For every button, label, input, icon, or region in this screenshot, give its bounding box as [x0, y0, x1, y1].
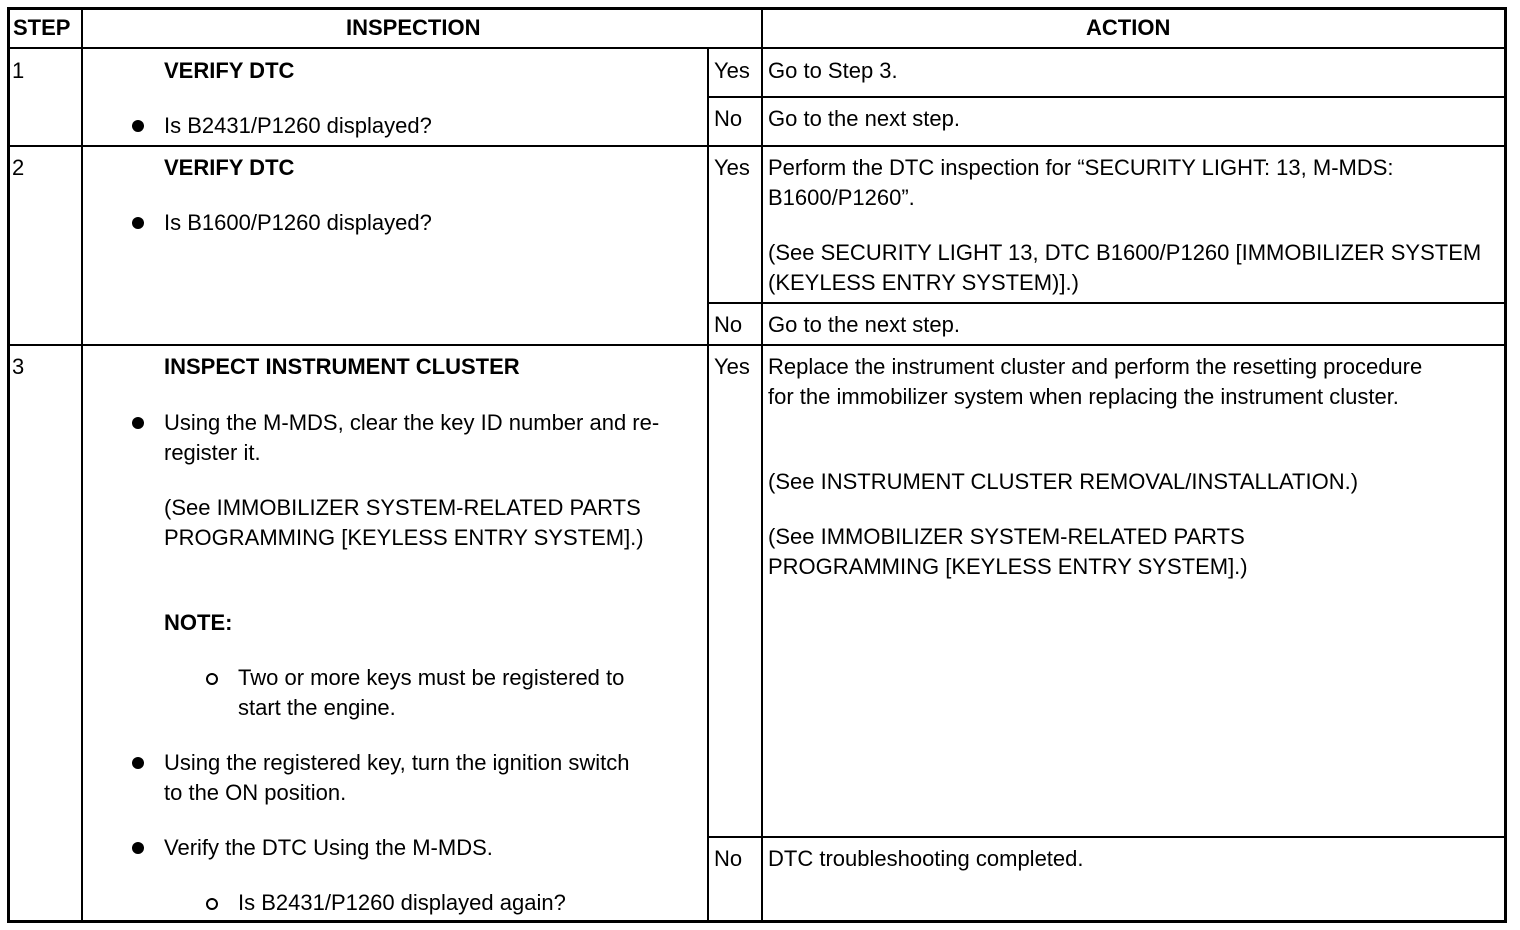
inspection-item: Is B1600/P1260 displayed? — [164, 210, 432, 235]
inspection-answer-divider — [707, 47, 709, 923]
step2-divider — [7, 344, 1507, 346]
yes-label: Yes — [714, 354, 750, 379]
bullet-icon — [132, 757, 144, 769]
sub-bullet-icon — [206, 673, 218, 685]
step1-divider — [7, 145, 1507, 147]
yes-action-reference: (See SECURITY LIGHT 13, DTC B1600/P1260 [IMMOBILIZER SYSTEM (KEYLESS ENTRY SYSTEM)].) — [768, 240, 1482, 295]
no-action: Go to the next step. — [768, 106, 961, 131]
inspection-sub-item: Is B2431/P1260 displayed again? — [238, 890, 566, 915]
inspection-reference: (See IMMOBILIZER SYSTEM-RELATED PARTS PROGRAMMING [KEYLESS ENTRY SYSTEM].) — [164, 495, 644, 550]
sub-bullet-icon — [206, 898, 218, 910]
step-number: 1 — [12, 58, 25, 83]
bullet-icon — [132, 842, 144, 854]
bullet-icon — [132, 417, 144, 429]
yes-action: Replace the instrument cluster and perform the resetting procedure for the immobilizer system when replacing the instrument cluster. — [768, 354, 1423, 409]
step1-yes-no-divider — [707, 96, 1507, 98]
step-title: INSPECT INSTRUMENT CLUSTER — [164, 354, 520, 379]
no-label: No — [714, 106, 743, 131]
step-column-divider — [81, 7, 83, 923]
bullet-icon — [132, 120, 144, 132]
yes-action-reference: (See IMMOBILIZER SYSTEM-RELATED PARTS PROGRAMMING [KEYLESS ENTRY SYSTEM].) — [768, 524, 1248, 579]
step-title: VERIFY DTC — [164, 58, 295, 83]
inspection-item: Is B2431/P1260 displayed? — [164, 113, 432, 138]
yes-action-reference: (See INSTRUMENT CLUSTER REMOVAL/INSTALLATION.) — [768, 469, 1359, 494]
action-column-divider — [761, 7, 763, 923]
step3-yes-no-divider — [707, 836, 1507, 838]
step-number: 2 — [12, 155, 25, 180]
yes-action: Perform the DTC inspection for “SECURITY LIGHT: 13, M-MDS: B1600/P1260”. — [768, 155, 1394, 210]
inspection-item: Verify the DTC Using the M-MDS. — [164, 835, 493, 860]
note-label: NOTE: — [164, 610, 233, 635]
yes-label: Yes — [714, 58, 750, 83]
step2-yes-no-divider — [707, 302, 1507, 304]
inspection-item: Using the registered key, turn the ignition switch to the ON position. — [164, 750, 630, 805]
inspection-item: Using the M-MDS, clear the key ID number and re-register it. — [164, 410, 660, 465]
no-action: DTC troubleshooting completed. — [768, 846, 1084, 871]
header-inspection: INSPECTION — [346, 15, 481, 40]
yes-label: Yes — [714, 155, 750, 180]
note-item: Two or more keys must be registered to start the engine. — [238, 665, 625, 720]
step-title: VERIFY DTC — [164, 155, 295, 180]
bullet-icon — [132, 217, 144, 229]
yes-action: Go to Step 3. — [768, 58, 898, 83]
header-action: ACTION — [1086, 15, 1171, 40]
no-label: No — [714, 846, 743, 871]
no-action: Go to the next step. — [768, 312, 961, 337]
step-number: 3 — [12, 354, 25, 379]
header-step: STEP — [13, 15, 71, 40]
no-label: No — [714, 312, 743, 337]
header-divider — [7, 47, 1507, 49]
